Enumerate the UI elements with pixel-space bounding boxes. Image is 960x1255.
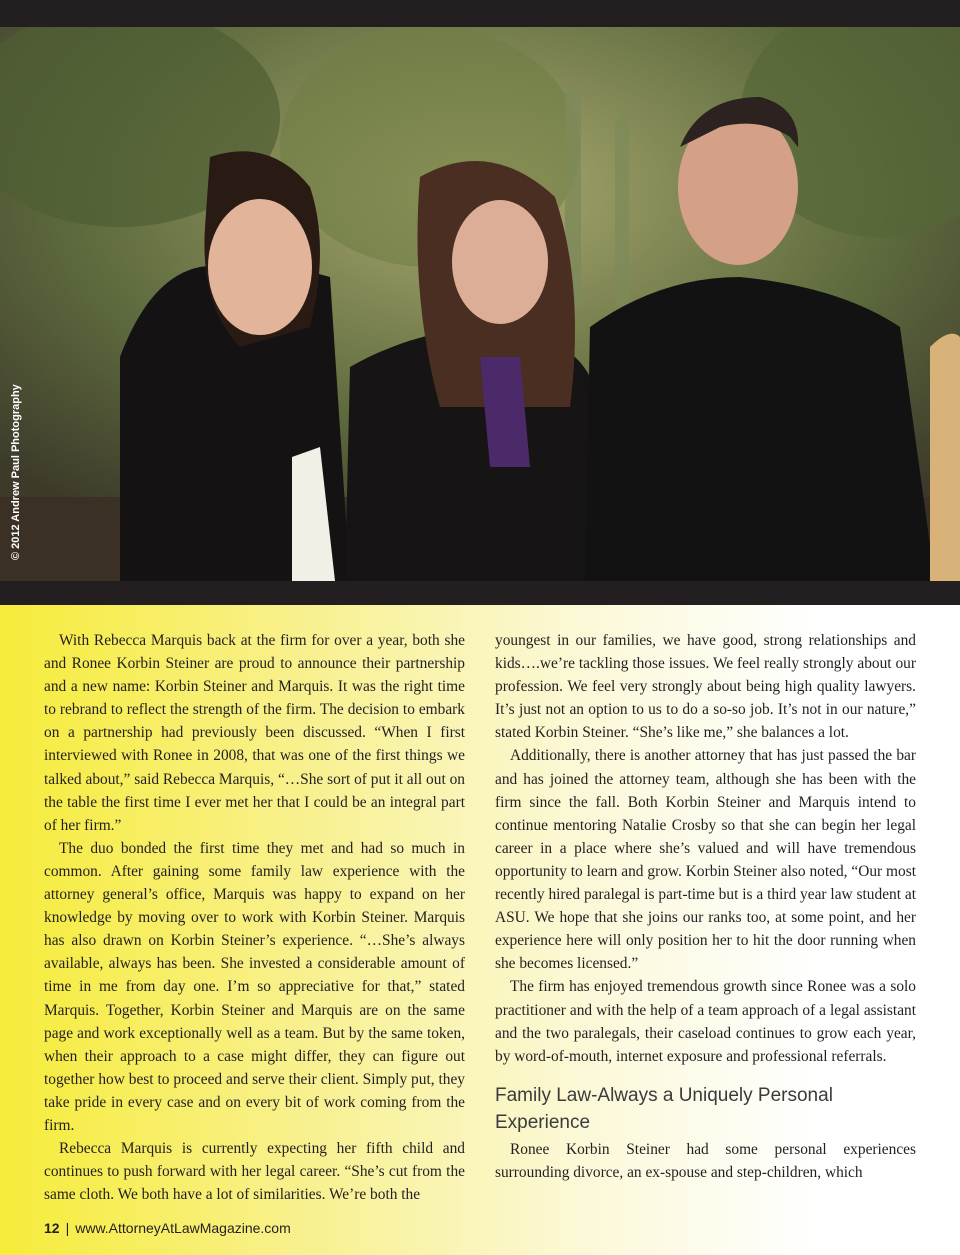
paragraph: Additionally, there is another attorney that has just passed the bar and has joined the attorney team, although she has been with the firm since the fall. Both Korbin Steiner and Marquis intend to continue mentoring Natalie Crosby so that she can begin her legal career in a place where she’s valued and will have tremendous opportunity to learn and grow. Korbin Steiner also noted, “Our most recently hired paralegal is part-time but is a third year law student at ASU. We hope that she joins our ranks too, at some point, and her experience here will only position her to hit the door running when she becomes licensed.” [495,747,916,973]
paragraph: Ronee Korbin Steiner had some personal experiences surrounding divorce, an ex-spouse and step-children, which [495,1140,916,1181]
page-number: 12 [44,1220,60,1236]
photo-credit: © 2012 Andrew Paul Photography [10,384,22,560]
paragraph: The duo bonded the first time they met and had so much in common. After gaining some family law experience with the attorney general’s office, Marquis was happy to expand on her knowledge by moving over to work with Korbin Steiner. Marquis has also drawn on Korbin Steiner’s experience. “…She’s always available, always has been. She invested a considerable amount of time in me from day one. I’m so appreciative for that,” stated Marquis. Together, Korbin Steiner and Marquis are on the same page and work exceptionally well as a team. But by the same token, when their approach to a case might differ, they can figure out together how best to proceed and serve their client. Simply put, they take pride in every case and on every bit of work coming from the firm. [44,839,465,1134]
footer-separator: | [65,1220,70,1236]
page-footer [44,1220,291,1236]
left-column [44,629,465,1206]
photo-bottom-band [0,581,960,605]
paragraph: With Rebecca Marquis back at the firm for over a year, both she and Ronee Korbin Steiner are proud to announce their partnership and a new name: Korbin Steiner and Marquis. It was the right time to rebrand to reflect the strength of the firm. The decision to embark on a partnership had previously been discussed. “When I first interviewed with Ronee in 2008, that was one of the first things we talked about,” said Rebecca Marquis, “…She sort of put it all out on the table the first time I ever met her that I could be an integral part of her firm.” [44,632,465,834]
top-band [0,0,960,27]
right-column [495,629,916,1184]
footer-url[interactable]: www.AttorneyAtLawMagazine.com [75,1220,291,1236]
paragraph-continuation: youngest in our families, we have good, strong relationships and kids….we’re tackling those issues. We feel really strongly about our profession. We feel very strongly about being high quality lawyers. It’s just not an option to us to do a so-so job. It’s not in our nature,” stated Korbin Steiner. “She’s like me,” she balances a lot. [495,632,916,742]
paragraph: Rebecca Marquis is currently expecting her fifth child and continues to push forward with her legal career. “She’s cut from the same cloth. We both have a lot of similarities. We’re both the [44,1140,465,1204]
paragraph: The firm has enjoyed tremendous growth since Ronee was a solo practitioner and with the help of a team approach of a legal assistant and the two paralegals, their caseload continues to grow each year, by word-of-mouth, internet exposure and professional referrals. [495,978,916,1065]
section-heading: Family Law-Always a Uniquely Personal Experience [495,1084,833,1133]
group-photo [0,27,960,581]
group-photo-illustration [0,27,960,581]
